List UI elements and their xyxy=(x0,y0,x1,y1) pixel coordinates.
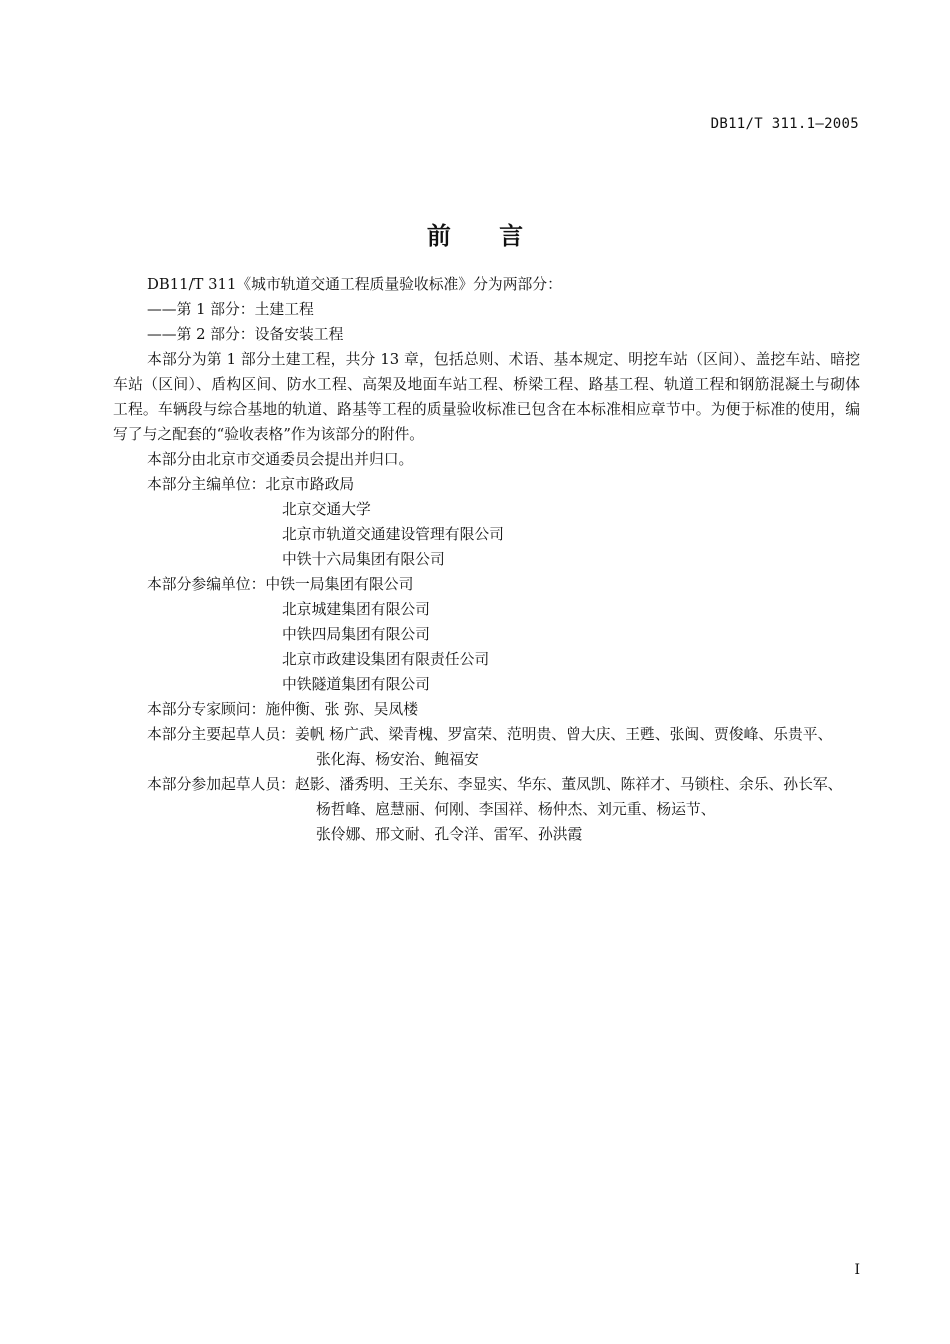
document-code: DB11/T 311.1—2005 xyxy=(710,116,859,132)
other-drafters-names: 张伶娜、邢文耐、孔令洋、雷军、孙洪霞 xyxy=(316,826,583,843)
main-editors-label: 本部分主编单位： xyxy=(147,476,266,493)
co-editors-label: 本部分参编单位： xyxy=(147,576,266,593)
part1-line: ——第 1 部分：土建工程 xyxy=(147,301,314,318)
advisors-names: 施仲衡、张 弥、吴凤楼 xyxy=(265,701,419,718)
main-drafters-names: 姜帆 杨广武、梁青槐、罗富荣、范明贵、曾大庆、王甦、张闽、贾俊峰、乐贵平、 xyxy=(294,726,833,743)
main-drafters-label: 本部分主要起草人员： xyxy=(147,726,295,743)
page-title: 前 言 xyxy=(426,222,544,250)
co-editors-row xyxy=(113,572,860,597)
advisors-label: 本部分专家顾问： xyxy=(147,701,266,718)
co-editor-unit: 中铁隧道集团有限公司 xyxy=(282,676,430,693)
co-editor-unit: 中铁一局集团有限公司 xyxy=(265,576,414,593)
page-number: I xyxy=(854,1262,860,1278)
co-editor-unit: 北京市政建设集团有限责任公司 xyxy=(282,651,490,668)
other-drafters-names: 赵影、潘秀明、王关东、李显实、华东、董凤凯、陈祥才、马锁柱、余乐、孙长军、 xyxy=(294,776,843,793)
foreword-body xyxy=(113,272,860,847)
main-editor-unit: 北京市路政局 xyxy=(265,476,355,493)
co-editor-unit: 中铁四局集团有限公司 xyxy=(282,626,430,643)
main-drafters-row xyxy=(113,722,860,747)
other-drafters-row xyxy=(113,772,860,797)
main-editors-row xyxy=(113,472,860,497)
main-editor-unit: 北京交通大学 xyxy=(282,501,371,518)
main-drafters-names: 张化海、杨安治、鲍福安 xyxy=(316,751,479,768)
other-drafters-names: 杨哲峰、扈慧丽、何刚、李国祥、杨仲杰、刘元重、杨运节、 xyxy=(316,801,716,818)
proposer-paragraph: 本部分由北京市交通委员会提出并归口。 xyxy=(147,451,414,468)
part2-line: ——第 2 部分：设备安装工程 xyxy=(147,326,344,343)
other-drafters-label: 本部分参加起草人员： xyxy=(147,776,295,793)
scope-paragraph: 本部分为第 1 部分土建工程，共分 13 章，包括总则、术语、基本规定、明挖车站（区间）、盖挖车站、暗挖车站（区间）、盾构区间、防水工程、高架及地面车站工程、桥梁工程、路基工程、轨道工程和钢筋混凝土与砌体工程。车辆段与综合基地的轨道、路基等工程的质量验收标准已包含在本标准相应章节中。为便于标准的使用，编写了与之配套的“验收表格”作为该部分的附件。 xyxy=(113,351,860,443)
advisors-row xyxy=(113,697,860,722)
intro-paragraph: DB11/T 311《城市轨道交通工程质量验收标准》分为两部分： xyxy=(147,276,562,293)
main-editor-unit: 北京市轨道交通建设管理有限公司 xyxy=(282,526,504,543)
co-editor-unit: 北京城建集团有限公司 xyxy=(282,601,430,618)
main-editor-unit: 中铁十六局集团有限公司 xyxy=(282,551,445,568)
